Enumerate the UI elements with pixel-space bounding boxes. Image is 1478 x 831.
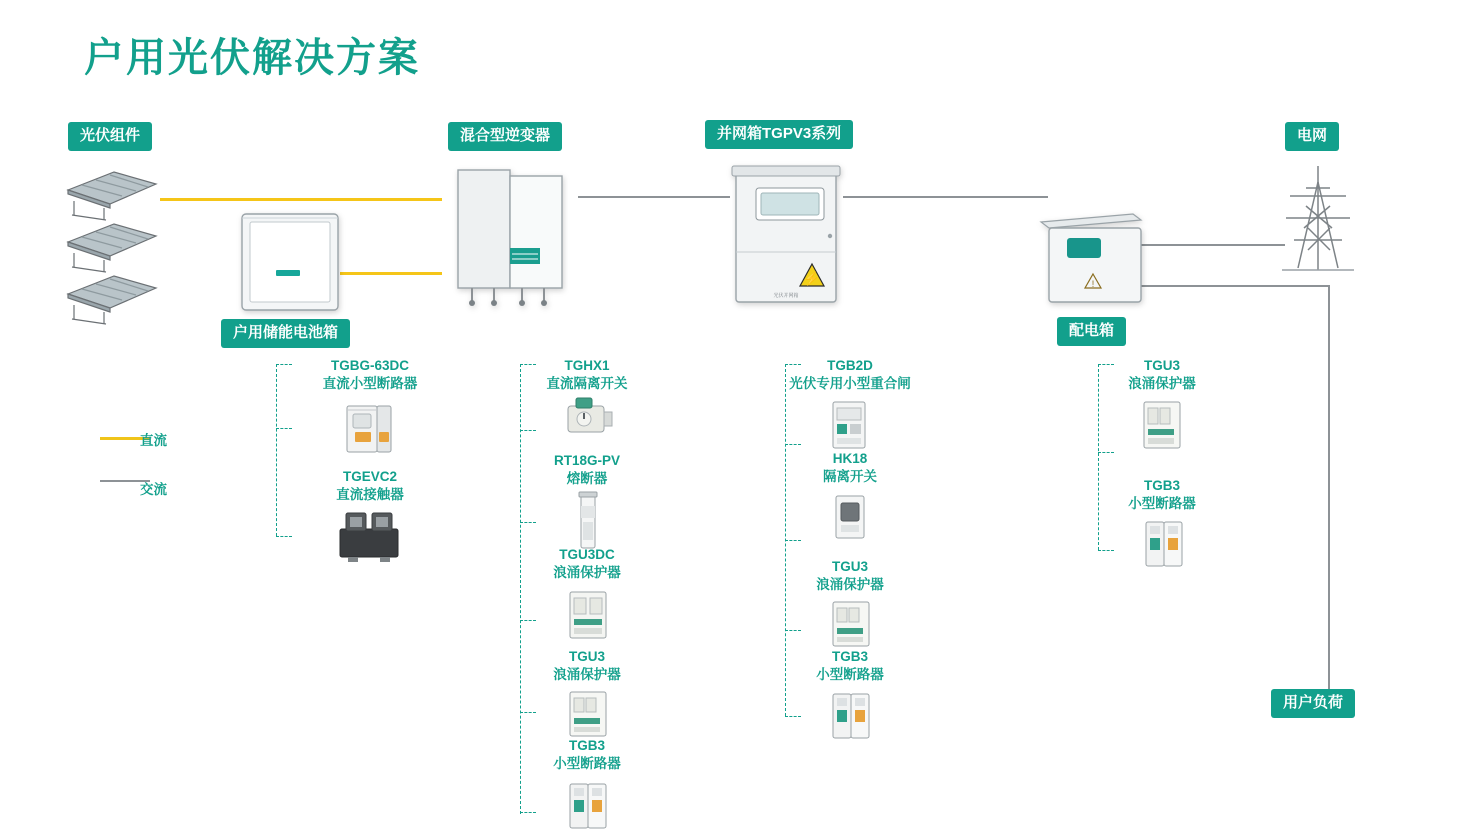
device-dc-isolator <box>558 396 618 440</box>
device-fuse <box>570 490 606 552</box>
device-dc-contactor <box>330 505 408 565</box>
tag-distribution-box: 配电箱 <box>1057 317 1126 346</box>
device-mcb-inverter <box>560 778 618 831</box>
rail-tick-battery-1 <box>276 364 292 365</box>
wire-ac-distbox-to-load-horizontal <box>1140 285 1330 287</box>
label-model-tgu3-db: TGU3 <box>1143 358 1180 373</box>
label-name-tgu3-gb: 浪涌保护器 <box>816 577 884 592</box>
label-model-tgevc2: TGEVC2 <box>342 469 397 484</box>
tag-pv-module: 光伏组件 <box>68 122 152 151</box>
rail-tick-gb-4 <box>785 630 801 631</box>
device-pv-recloser <box>823 396 875 454</box>
label-name-tgu3dc: 浪涌保护器 <box>553 565 621 580</box>
page-title: 户用光伏解决方案 <box>84 36 420 80</box>
rail-battery-column <box>276 364 277 536</box>
rail-tick-inv-6 <box>520 812 536 813</box>
label-name-tgb3-db: 小型断路器 <box>1128 496 1196 511</box>
rail-tick-db-2 <box>1098 452 1114 453</box>
device-spd-distribution <box>1136 396 1188 454</box>
label-name-tgu3-inv: 浪涌保护器 <box>553 667 621 682</box>
legend-label-dc: 直流 <box>140 433 167 448</box>
rail-tick-inv-2 <box>520 430 536 431</box>
label-name-tgevc2: 直流接触器 <box>336 487 404 502</box>
rail-tick-battery-2 <box>276 428 292 429</box>
label-model-hk18: HK18 <box>832 451 868 466</box>
label-name-tgb3-gb: 小型断路器 <box>816 667 884 682</box>
wire-ac-load-drop <box>1328 285 1330 689</box>
device-spd-gridbox <box>825 596 877 652</box>
label-model-tgb2d: TGB2D <box>827 358 873 373</box>
label-name-tgbg63dc: 直流小型断路器 <box>322 376 418 391</box>
hybrid-inverter-unit <box>452 162 582 307</box>
wire-ac-distbox-to-grid <box>1140 244 1285 246</box>
label-model-tgb3-inv: TGB3 <box>568 738 605 753</box>
tag-battery-box: 户用储能电池箱 <box>221 319 350 348</box>
device-dc-mcb <box>335 398 405 460</box>
label-name-tgb3-inv: 小型断路器 <box>553 756 621 771</box>
label-model-tgbg63dc: TGBG-63DC <box>330 358 409 373</box>
battery-cabinet <box>236 208 346 318</box>
legend-label-ac: 交流 <box>140 482 167 497</box>
rail-tick-gb-5 <box>785 716 801 717</box>
rail-tick-battery-3 <box>276 536 292 537</box>
label-name-tgu3-db: 浪涌保护器 <box>1128 376 1196 391</box>
label-model-rt18gpv: RT18G-PV <box>553 453 621 468</box>
wire-ac-inverter-to-gridbox <box>578 196 730 198</box>
device-mcb-gridbox <box>823 688 881 744</box>
svg-text:光伏并网箱: 光伏并网箱 <box>773 293 799 299</box>
wire-dc-battery-to-inverter <box>340 272 442 275</box>
svg-text:⚡: ⚡ <box>803 271 821 286</box>
wire-dc-pv-to-inverter <box>160 198 442 201</box>
tag-power-grid: 电网 <box>1285 122 1339 151</box>
svg-text:!: ! <box>1091 279 1095 289</box>
pv-module-array <box>56 168 176 328</box>
grid-connection-box <box>728 160 846 308</box>
label-name-tghx1: 直流隔离开关 <box>546 376 628 391</box>
distribution-box-unit <box>1035 208 1147 310</box>
label-model-tgu3-gb: TGU3 <box>831 559 868 574</box>
label-model-tgu3-inv: TGU3 <box>568 649 605 664</box>
rail-tick-db-3 <box>1098 550 1114 551</box>
tag-user-load: 用户负荷 <box>1271 689 1355 718</box>
wire-ac-gridbox-to-distbox <box>843 196 1048 198</box>
label-model-tghx1: TGHX1 <box>564 358 610 373</box>
device-isolator-hk18 <box>828 490 872 544</box>
rail-tick-inv-3 <box>520 522 536 523</box>
device-spd-dc <box>562 586 614 644</box>
label-name-rt18gpv: 熔断器 <box>566 471 608 486</box>
rail-tick-gb-2 <box>785 444 801 445</box>
rail-tick-inv-5 <box>520 712 536 713</box>
label-model-tgb3-gb: TGB3 <box>831 649 868 664</box>
device-mcb-distribution <box>1136 516 1194 572</box>
rail-tick-gb-3 <box>785 540 801 541</box>
label-name-hk18: 隔离开关 <box>823 469 877 484</box>
label-model-tgb3-db: TGB3 <box>1143 478 1180 493</box>
label-name-tgb2d: 光伏专用小型重合闸 <box>789 376 911 391</box>
device-spd-ac-inverter <box>562 686 614 742</box>
tag-grid-box: 并网箱TGPV3系列 <box>705 120 853 149</box>
label-model-tgu3dc: TGU3DC <box>559 547 615 562</box>
transmission-tower <box>1276 162 1360 274</box>
rail-tick-inv-4 <box>520 620 536 621</box>
tag-hybrid-inverter: 混合型逆变器 <box>448 122 562 151</box>
